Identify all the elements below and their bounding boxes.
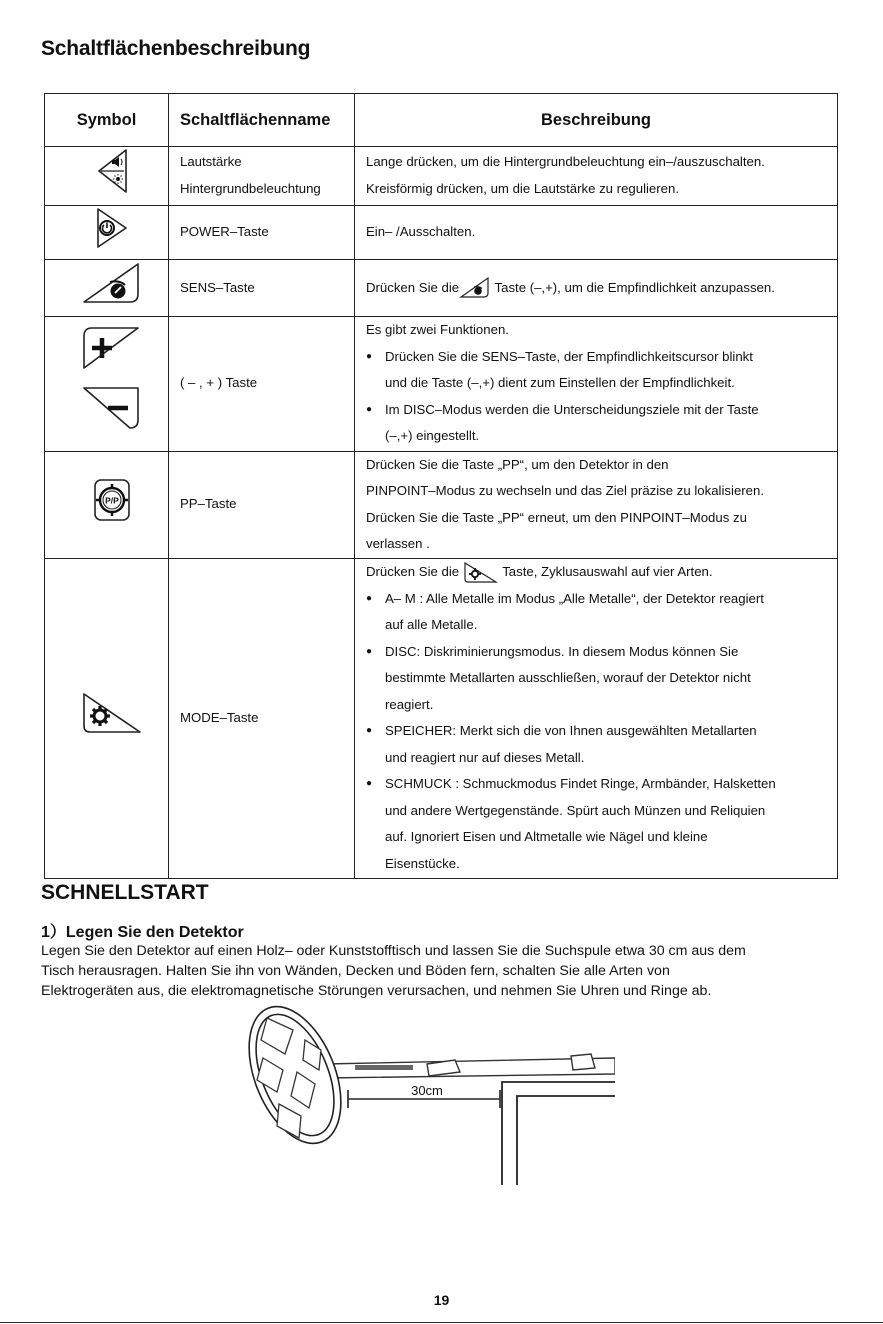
- description-line: Lange drücken, um die Hintergrundbeleuchtung ein–/auszuschalten.: [366, 154, 765, 170]
- list-item: [366, 344, 837, 397]
- bullet-line: auf alle Metalle.: [385, 617, 478, 632]
- body-line: Tisch herausragen. Halten Sie ihn von Wänden, Decken und Böden fern, schalten Sie alle Arten von: [41, 963, 670, 979]
- description-line: Drücken Sie die Taste „PP“, um den Detektor in den: [366, 456, 669, 472]
- header-symbol: Symbol: [45, 94, 169, 147]
- symbol-cell: [45, 205, 169, 260]
- button-name: Lautstärke: [180, 154, 242, 170]
- sens-icon: [80, 260, 144, 306]
- dimension-label: 30cm: [411, 1083, 443, 1098]
- symbol-cell: [45, 147, 169, 206]
- mode-inline-icon: [463, 561, 499, 585]
- description-text: Drücken Sie die: [366, 564, 460, 579]
- symbol-cell: [45, 558, 169, 878]
- plus-minus-icon: [80, 322, 144, 436]
- table-row: [45, 205, 838, 260]
- table-outline: [502, 1082, 615, 1185]
- bullet-line: ● SPEICHER: Merkt sich die von Ihnen ausgewählten Metallarten: [385, 723, 757, 738]
- bullet-line: reagiert.: [385, 696, 434, 712]
- description-intro: [366, 559, 837, 586]
- table-row: [45, 451, 838, 558]
- body-line: Legen Sie den Detektor auf einen Holz– oder Kunststofftisch und lassen Sie die Suchspule etwa 30 cm aus dem: [41, 943, 746, 959]
- symbol-cell: [45, 316, 169, 451]
- table-header-row: [45, 94, 838, 147]
- name-cell: POWER–Taste: [169, 205, 355, 260]
- description-cell: [355, 147, 838, 206]
- step-title: 1）Legen Sie den Detektor: [41, 924, 244, 941]
- list-item: [366, 397, 837, 450]
- table-row: [45, 316, 838, 451]
- bullet-line: ● SCHMUCK : Schmuckmodus Findet Ringe, Armbänder, Halsketten: [385, 776, 776, 791]
- bullet-line: ● Drücken Sie die SENS–Taste, der Empfindlichkeitscursor blinkt: [385, 348, 753, 364]
- description-cell: Ein– /Ausschalten.: [355, 205, 838, 260]
- sens-inline-icon: [459, 276, 491, 300]
- description-line: Drücken Sie die Taste „PP“ erneut, um den PINPOINT–Modus zu: [366, 509, 747, 525]
- description-intro: Es gibt zwei Funktionen.: [366, 322, 509, 338]
- detector-placement-figure: [215, 1000, 615, 1210]
- bullet-line: bestimmte Metallarten ausschließen, worauf der Detektor nicht: [385, 670, 751, 685]
- symbol-cell: [45, 451, 169, 558]
- header-name: Schaltflächenname: [169, 94, 355, 147]
- detector-shaft: [325, 1054, 615, 1078]
- list-item: [366, 586, 837, 639]
- bullet-line: (–,+) eingestellt.: [385, 428, 480, 444]
- symbol-cell: [45, 260, 169, 317]
- description-cell: [355, 260, 838, 317]
- bullet-list: [366, 344, 837, 450]
- description-cell: [355, 558, 838, 878]
- button-name: Hintergrundbeleuchtung: [180, 180, 321, 196]
- section-title: SCHNELLSTART: [41, 881, 209, 904]
- bullet-line: ● A– M : Alle Metalle im Modus „Alle Metalle“, der Detektor reagiert: [385, 590, 764, 606]
- bullet-line: auf. Ignoriert Eisen und Altmetalle wie Nägel und kleine: [385, 829, 708, 844]
- name-cell: MODE–Taste: [169, 558, 355, 878]
- page-title: Schaltflächenbeschreibung: [41, 37, 311, 60]
- description-line: PINPOINT–Modus zu wechseln und das Ziel präzise zu lokalisieren.: [366, 483, 765, 498]
- name-cell: PP–Taste: [169, 451, 355, 558]
- description-line: Kreisförmig drücken, um die Lautstärke zu regulieren.: [366, 180, 679, 196]
- description-text: Taste (–,+), um die Empfindlichkeit anzupassen.: [491, 279, 775, 295]
- description-line: verlassen .: [366, 536, 430, 551]
- header-description: Beschreibung: [355, 94, 838, 147]
- volume-backlight-icon: [92, 147, 132, 195]
- table-row: [45, 147, 838, 206]
- table-row: [45, 558, 838, 878]
- bullet-list: [366, 586, 837, 878]
- list-item: [366, 771, 837, 877]
- body-line: Elektrogeräten aus, die elektromagnetische Störungen verursachen, und nehmen Sie Uhren und Ringe ab.: [41, 983, 712, 999]
- bullet-line: ● Im DISC–Modus werden die Unterscheidungsziele mit der Taste: [385, 401, 759, 417]
- list-item: [366, 639, 837, 719]
- button-description-table: [44, 93, 838, 879]
- pinpoint-icon: [92, 477, 132, 523]
- svg-text:P/P: P/P: [105, 495, 119, 506]
- description-text: Drücken Sie die: [366, 279, 460, 295]
- description-cell: [355, 451, 838, 558]
- bullet-line: und die Taste (–,+) dient zum Einstellen der Empfindlichkeit.: [385, 375, 735, 391]
- description-text: Taste, Zyklusauswahl auf vier Arten.: [498, 564, 713, 579]
- bullet-line: und andere Wertgegenstände. Spürt auch Münzen und Reliquien: [385, 802, 766, 818]
- page-number: 19: [433, 1292, 450, 1308]
- description-cell: [355, 316, 838, 451]
- footer-rule: [0, 1322, 883, 1323]
- name-cell: ( – , + ) Taste: [169, 316, 355, 451]
- power-icon: [94, 206, 130, 250]
- bullet-line: und reagiert nur auf dieses Metall.: [385, 749, 585, 765]
- bullet-line: Eisenstücke.: [385, 855, 460, 871]
- step-body: [41, 941, 846, 1001]
- name-cell: [169, 147, 355, 206]
- table-row: [45, 260, 838, 317]
- bullet-line: ● DISC: Diskriminierungsmodus. In diesem Modus können Sie: [385, 643, 739, 659]
- list-item: [366, 718, 837, 771]
- name-cell: SENS–Taste: [169, 260, 355, 317]
- mode-gear-icon: [80, 690, 144, 736]
